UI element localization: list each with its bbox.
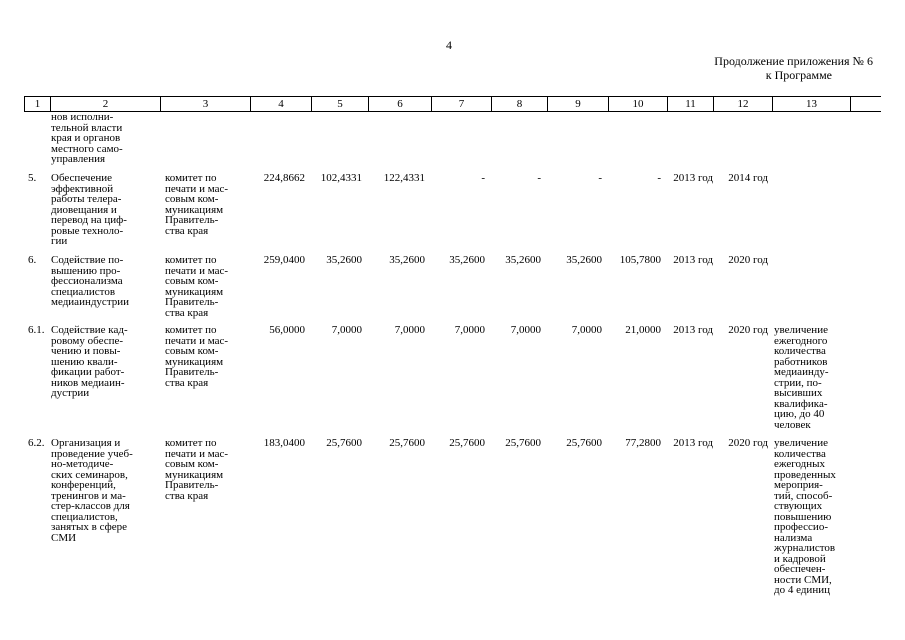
table-header [24, 96, 881, 112]
end-year: 2020 год [728, 254, 768, 266]
funding-value: - [481, 172, 485, 184]
funding-value: 105,7800 [619, 254, 661, 266]
expected-result: увеличение количества ежегодных проведенных мероприя- тий, способ- ствующих повышению профессио- нализма журналистов и кадровой обеспечен- ности СМИ, до 4 единиц [774, 437, 836, 596]
measure-name: нов исполни- тельной власти края и органов местного само- управления [51, 111, 123, 165]
column-header-7: 7 [431, 97, 491, 111]
column-header-1: 1 [24, 97, 50, 111]
row-number: 5. [28, 172, 37, 184]
funding-value: 7,0000 [454, 324, 485, 336]
funding-value: 224,8662 [263, 172, 305, 184]
funding-value: 183,0400 [263, 437, 305, 449]
funding-value: 25,7600 [505, 437, 541, 449]
funding-value: 56,0000 [269, 324, 305, 336]
start-year: 2013 год [673, 172, 713, 184]
funding-value: 35,2600 [449, 254, 485, 266]
funding-value: 21,0000 [625, 324, 661, 336]
funding-value: 25,7600 [326, 437, 362, 449]
funding-value: 122,4331 [383, 172, 425, 184]
funding-value: 77,2800 [625, 437, 661, 449]
funding-value: 7,0000 [571, 324, 602, 336]
column-header-9: 9 [547, 97, 608, 111]
column-header-6: 6 [368, 97, 431, 111]
funding-value: - [657, 172, 661, 184]
column-header-3: 3 [160, 97, 250, 111]
column-header-8: 8 [491, 97, 547, 111]
column-header-11: 11 [667, 97, 713, 111]
column-header-10: 10 [608, 97, 667, 111]
funding-value: 7,0000 [510, 324, 541, 336]
measure-name: Содействие кад- ровому обеспе- чению и повы- шению квали- фикации работ- ников медиаин- дустрии [51, 324, 128, 399]
executor: комитет по печати и мас- совым ком- муникациям Правитель- ства края [165, 437, 229, 502]
start-year: 2013 год [673, 324, 713, 336]
funding-value: 25,7600 [389, 437, 425, 449]
row-number: 6.2. [28, 437, 45, 449]
measure-name: Содействие по- вышению про- фессионализма специалистов медиаиндустрии [51, 254, 130, 308]
funding-value: 35,2600 [326, 254, 362, 266]
funding-value: - [537, 172, 541, 184]
column-header-4: 4 [250, 97, 311, 111]
executor: комитет по печати и мас- совым ком- муникациям Правитель- ства края [165, 324, 229, 389]
row-number: 6.1. [28, 324, 45, 336]
funding-value: 259,0400 [263, 254, 305, 266]
funding-value: - [598, 172, 602, 184]
expected-result: увеличение ежегодного количества работников медиаинду- стрии, по- высивших квалифика- цию, до 40 человек [774, 324, 829, 431]
funding-value: 35,2600 [566, 254, 602, 266]
start-year: 2013 год [673, 437, 713, 449]
row-number: 6. [28, 254, 37, 266]
executor: комитет по печати и мас- совым ком- муникациям Правитель- ства края [165, 172, 229, 237]
end-year: 2020 год [728, 437, 768, 449]
funding-value: 35,2600 [505, 254, 541, 266]
column-header-12: 12 [713, 97, 772, 111]
end-year: 2014 год [728, 172, 768, 184]
executor: комитет по печати и мас- совым ком- муникациям Правитель- ства края [165, 254, 229, 319]
continuation-line-1: Продолжение приложения № 6 [714, 54, 873, 68]
funding-value: 7,0000 [331, 324, 362, 336]
end-year: 2020 год [728, 324, 768, 336]
measure-name: Организация и проведение учеб- но-методиче- ских семинаров, конференций, тренингов и ма- стер-классов для специалистов, занятых в сфере СМИ [51, 437, 133, 544]
start-year: 2013 год [673, 254, 713, 266]
appendix-continuation [714, 54, 873, 82]
funding-value: 25,7600 [566, 437, 602, 449]
funding-value: 7,0000 [394, 324, 425, 336]
page-number: 4 [446, 38, 452, 52]
funding-value: 102,4331 [320, 172, 362, 184]
measure-name: Обеспечение эффективной работы телера- диовещания и перевод на циф- ровые техноло- гии [51, 172, 127, 247]
funding-value: 35,2600 [389, 254, 425, 266]
funding-value: 25,7600 [449, 437, 485, 449]
column-header-13: 13 [772, 97, 851, 111]
column-header-2: 2 [50, 97, 160, 111]
column-header-5: 5 [311, 97, 368, 111]
continuation-line-2: к Программе [765, 68, 832, 82]
